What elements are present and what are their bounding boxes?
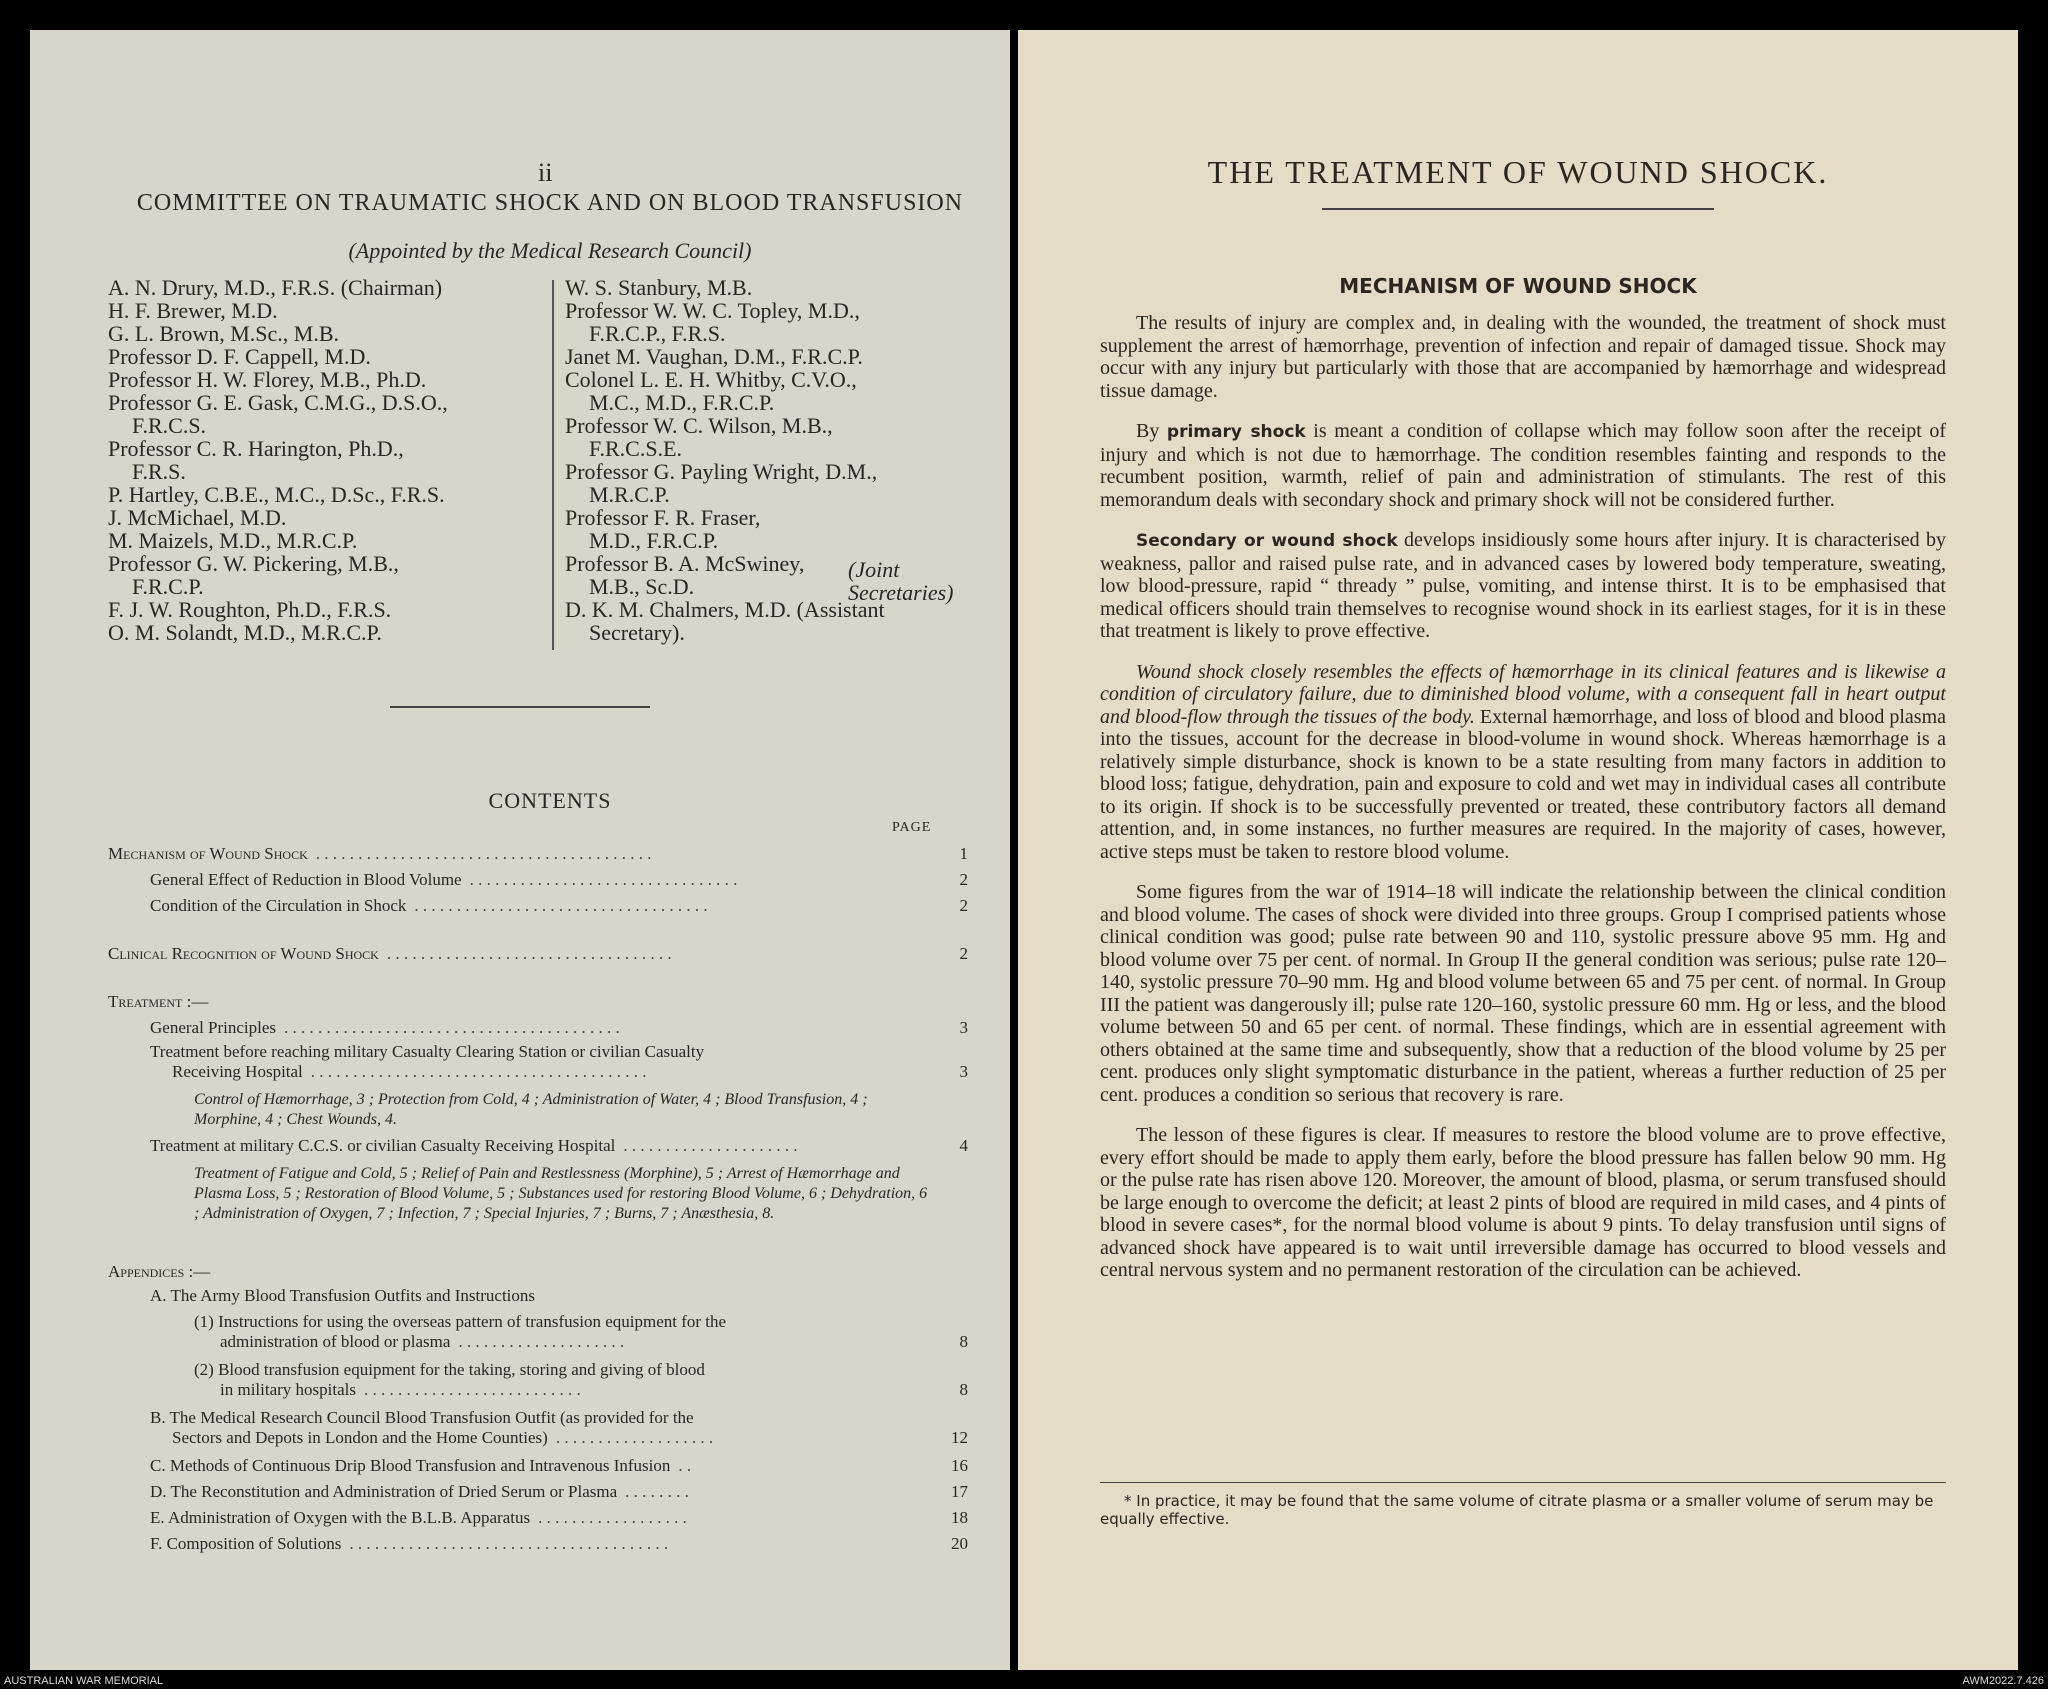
page-number: ii: [538, 158, 553, 187]
member: Professor G. W. Pickering, M.B.,: [108, 551, 399, 576]
member: Professor W. C. Wilson, M.B.,: [565, 413, 833, 438]
toc-entry: Treatment at military C.C.S. or civilian Casualty Receiving Hospital . . . . . . . . . . . . . . . . . . . . . 4: [150, 1136, 968, 1155]
member: Professor G. E. Gask, C.M.G., D.S.O.,: [108, 390, 448, 415]
footnote-rule: [1100, 1482, 1946, 1483]
member-cont: F.R.C.S.E.: [589, 436, 682, 461]
divider-rule: [390, 706, 650, 708]
toc-entry: General Principles . . . . . . . . . . . . . . . . . . . . . . . . . . . . . . . . . . . . . . . . 3: [150, 1018, 968, 1037]
appointed-note: (Appointed by the Medical Research Council): [348, 238, 752, 263]
joint-secretaries-note: (Joint Secretaries): [848, 557, 954, 605]
member: A. N. Drury, M.D., F.R.S. (Chairman): [108, 275, 443, 300]
member-cont: F.R.S.: [132, 459, 186, 484]
member: J. McMichael, M.D.: [108, 505, 287, 530]
toc-entry: General Effect of Reduction in Blood Volume . . . . . . . . . . . . . . . . . . . . . . . . . . . . . . . . 2: [150, 870, 968, 889]
toc-entry: Treatment before reaching military Casualty Clearing Station or civilian Casualty: [150, 1042, 705, 1061]
footnote: * In practice, it may be found that the same volume of citrate plasma or a smaller volume of serum may be equally effective.: [1100, 1492, 1934, 1528]
left-page: [30, 30, 1010, 1670]
paragraph: The lesson of these figures is clear. If measures to restore the blood volume are to prove effective, every effort should be made to apply them early, before the blood pressure has fallen below 90 mm. Hg or the pulse rate has risen above 120. Moreover, the amount of blood, plasma, or serum transfused should be large enough to overcome the deficit; at least 2 pints of blood are required in mild cases, and 4 pints of blood in severe cases*, for the normal blood volume is about 9 pints. To delay transfusion until signs of advanced shock have appeared is to wait until irreversible damage has occurred to blood vessels and central nervous system and no permanent restoration of the circulation can be achieved.: [1100, 1124, 1946, 1281]
toc-entry: C. Methods of Continuous Drip Blood Transfusion and Intravenous Infusion . . 16: [150, 1456, 968, 1475]
paragraph: Secondary or wound shock develops insidiously some hours after injury. It is characterised by weakness, pallor and raised pulse rate, and in advanced cases by lowered body temperature, sweating, low blood-pressure, rapid “ thready ” pulse, vomiting, and intense thirst. It is to be emphasised that medical officers should train themselves to recognise wound shock in its earliest stages, for it is in these that treatment is likely to prove effective.: [1100, 529, 1946, 642]
archive-id: AWM2022.7.426: [1962, 1675, 2044, 1687]
member-cont: F.R.C.P., F.R.S.: [589, 321, 726, 346]
member: Professor W. W. C. Topley, M.D.,: [565, 298, 860, 323]
member: P. Hartley, C.B.E., M.C., D.Sc., F.R.S.: [108, 482, 445, 507]
right-page: [1018, 30, 2018, 1670]
member: H. F. Brewer, M.D.: [108, 298, 278, 323]
member: O. M. Solandt, M.D., M.R.C.P.: [108, 620, 382, 645]
toc-subentries: Control of Hæmorrhage, 3 ; Protection from Cold, 4 ; Administration of Water, 4 ; Blood Transfusion, 4 ; Morphine, 4 ; Chest Wounds, 4.: [194, 1091, 868, 1128]
paragraph: The results of injury are complex and, in dealing with the wounded, the treatment of shock must supplement the arrest of hæmorrhage, prevention of infection and repair of damaged tissue. Shock may occur with any injury but particularly with those that are accompanied by hæmorrhage and widespread tissue damage.: [1100, 312, 1946, 402]
body-text: [1100, 312, 1946, 1300]
member: D. K. M. Chalmers, M.D. (Assistant: [565, 597, 885, 622]
member: Professor G. Payling Wright, D.M.,: [565, 459, 878, 484]
member: Professor D. F. Cappell, M.D.: [108, 344, 371, 369]
contents-title: CONTENTS: [488, 788, 612, 813]
toc-entry: D. The Reconstitution and Administration of Dried Serum or Plasma . . . . . . . . 17: [150, 1482, 968, 1501]
page-column-label: PAGE: [892, 820, 932, 835]
member-cont: Secretary).: [589, 620, 685, 645]
member: G. L. Brown, M.Sc., M.B.: [108, 321, 340, 346]
toc-entry: Receiving Hospital . . . . . . . . . . . . . . . . . . . . . . . . . . . . . . . . . . . . . . . . 3: [172, 1062, 968, 1081]
member-cont: M.B., Sc.D.: [589, 574, 695, 599]
toc-entry: (1) Instructions for using the overseas pattern of transfusion equipment for the: [194, 1312, 727, 1331]
toc-entry: F. Composition of Solutions . . . . . . . . . . . . . . . . . . . . . . . . . . . . . . . . . . . . . . 20: [150, 1534, 968, 1553]
toc-entry: E. Administration of Oxygen with the B.L.B. Apparatus . . . . . . . . . . . . . . . . . . 18: [150, 1508, 968, 1527]
members-left-column: [108, 276, 538, 644]
member-cont: F.R.C.P.: [132, 574, 204, 599]
member-cont: F.R.C.S.: [132, 413, 207, 438]
toc-entry: (2) Blood transfusion equipment for the taking, storing and giving of blood: [194, 1360, 705, 1379]
member: Professor B. A. McSwiney,: [565, 551, 805, 576]
table-of-contents: [108, 844, 968, 1553]
toc-entry: Mechanism of Wound Shock . . . . . . . . . . . . . . . . . . . . . . . . . . . . . . . . . . . . . . . . 1: [108, 844, 968, 863]
toc-subentries: Treatment of Fatigue and Cold, 5 ; Relief of Pain and Restlessness (Morphine), 5 ; Arrest of Hæmorrhage and Plasma Loss, 5 ; Restoration of Blood Volume, 5 ; Substances used for restoring Blood Volume, 6 ; Dehydration, 6 ; Administration of Oxygen, 7 ; Infection, 7 ; Special Injuries, 7 ; Burns, 7 ; Anæsthesia, 8.: [194, 1165, 928, 1222]
toc-entry: Sectors and Depots in London and the Home Counties) . . . . . . . . . . . . . . . . . . . 12: [172, 1428, 968, 1447]
committee-title: COMMITTEE ON TRAUMATIC SHOCK AND ON BLOOD TRANSFUSION: [136, 190, 964, 216]
title-rule: [1322, 208, 1714, 210]
member-cont: M.R.C.P.: [589, 482, 670, 507]
member-cont: M.D., F.R.C.P.: [589, 528, 719, 553]
section-heading: MECHANISM OF WOUND SHOCK: [1339, 274, 1697, 298]
member: W. S. Stanbury, M.B.: [565, 275, 753, 300]
paragraph: Some figures from the war of 1914–18 will indicate the relationship between the clinical condition and blood volume. The cases of shock were divided into three groups. Group I comprised patients whose clinical condition was good; pulse rate between 90 and 110, systolic pressure above 95 mm. Hg and blood volume over 75 per cent. of normal. In Group II the general condition was serious; pulse rate 120–140, systolic pressure 70–90 mm. Hg and blood volume between 65 and 75 per cent. of normal. In Group III the patient was dangerously ill; pulse rate 120–160, systolic pressure 60 mm. Hg or less, and the blood volume between 50 and 65 per cent. of normal. These findings, which are in essential agreement with others obtained at the same time and subsequently, show that a reduction of the blood volume by 25 per cent. produces only slight symptomatic disturbance in the patient, whereas a further reduction of 25 per cent. produces a condition so serious that recovery is rare.: [1100, 881, 1946, 1106]
toc-entry: B. The Medical Research Council Blood Transfusion Outfit (as provided for the: [150, 1408, 694, 1427]
member: Janet M. Vaughan, D.M., F.R.C.P.: [565, 344, 863, 369]
archive-credit: AUSTRALIAN WAR MEMORIAL: [4, 1675, 164, 1687]
paragraph: By primary shock is meant a condition of collapse which may follow soon after the receipt of injury and which is not due to hæmorrhage. The condition resembles fainting and responds to the recumbent position, warmth, relief of pain and administration of stimulants. The rest of this memorandum deals with secondary shock and primary shock will not be considered further.: [1100, 420, 1947, 511]
paragraph: Wound shock closely resembles the effects of hæmorrhage in its clinical features and is likewise a condition of circulatory failure, due to diminished blood volume, with a consequent fall in heart output and blood-flow through the tissues of the body. External hæmorrhage, and loss of blood and blood plasma into the tissues, account for the decrease in blood-volume in wound shock. Whereas hæmorrhage is a relatively simple disturbance, shock is known to be a state resulting from many factors in addition to blood loss; fatigue, dehydration, pain and exposure to cold and wet may in individual cases all contribute to its origin. If shock is to be successfully prevented or treated, these contributory factors all demand attention, and, in some instances, no further measures are required. In the majority of cases, however, active steps must be taken to restore blood volume.: [1100, 660, 1947, 863]
toc-entry: Treatment :—: [108, 992, 209, 1011]
member: M. Maizels, M.D., M.R.C.P.: [108, 528, 358, 553]
document-title: THE TREATMENT OF WOUND SHOCK.: [1207, 154, 1829, 190]
member-cont: M.C., M.D., F.R.C.P.: [589, 390, 775, 415]
toc-entry: A. The Army Blood Transfusion Outfits and Instructions: [150, 1286, 536, 1305]
toc-entry: administration of blood or plasma . . . . . . . . . . . . . . . . . . . . 8: [220, 1332, 968, 1351]
toc-entry: Clinical Recognition of Wound Shock . . . . . . . . . . . . . . . . . . . . . . . . . . . . . . . . . . 2: [108, 944, 968, 963]
toc-entry: in military hospitals . . . . . . . . . . . . . . . . . . . . . . . . . . 8: [220, 1380, 968, 1399]
member: Professor F. R. Fraser,: [565, 505, 761, 530]
column-divider: [552, 280, 554, 650]
toc-entry: Appendices :—: [108, 1262, 211, 1281]
member: Colonel L. E. H. Whitby, C.V.O.,: [565, 367, 857, 392]
member: Professor H. W. Florey, M.B., Ph.D.: [108, 367, 427, 392]
toc-entry: Condition of the Circulation in Shock . . . . . . . . . . . . . . . . . . . . . . . . . . . . . . . . . . . 2: [150, 896, 968, 915]
member: F. J. W. Roughton, Ph.D., F.R.S.: [108, 597, 392, 622]
member: Professor C. R. Harington, Ph.D.,: [108, 436, 404, 461]
